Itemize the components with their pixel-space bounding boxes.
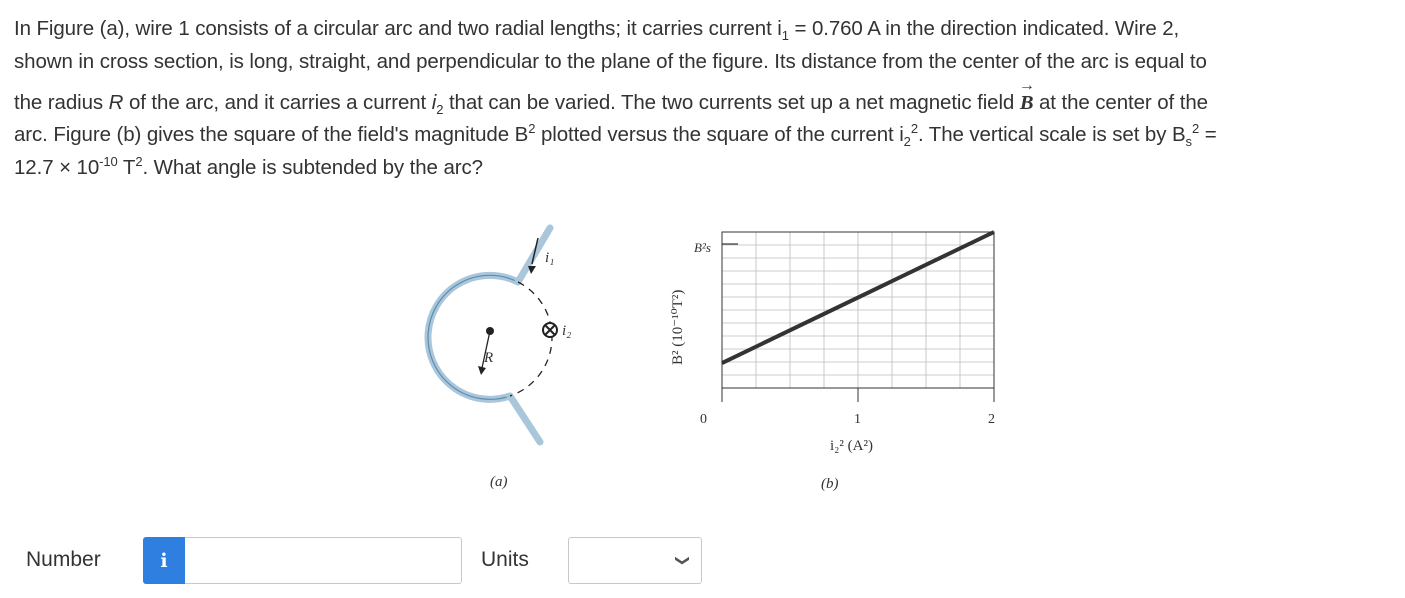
text: at the center of the [1033,91,1208,114]
text: . The vertical scale is set by B [917,123,1186,146]
text: T [117,156,136,179]
problem-line [14,12,1394,45]
figure-a [428,228,571,490]
label-i1: i₁ [545,250,555,266]
text: = 0.760 A in the direction indicated. Wire 2, [788,17,1180,40]
problem-figure [400,210,1020,505]
text: arc. Figure (b) gives the square of the field's magnitude B [14,123,529,146]
text: . What angle is subtended by the arc? [142,156,483,179]
x-tick-2: 2 [988,412,995,427]
text: = [1199,123,1217,146]
number-label: Number [26,548,101,571]
subscript: s [1185,134,1192,150]
wire-arc [428,275,518,399]
figure-b [670,232,995,492]
info-icon[interactable]: i [143,537,185,584]
units-dropdown[interactable] [568,537,702,584]
vector-arrow-icon: → [1018,77,1035,94]
vector-b [1018,77,1035,120]
bs-label: B²s [694,240,711,255]
x-tick-1: 1 [854,412,861,427]
problem-line [14,77,1394,120]
wire-radial-bottom [510,396,540,442]
superscript: 2 [135,154,143,170]
subscript: 1 [781,28,789,44]
text: the radius [14,91,109,114]
x-tick-0: 0 [700,412,707,427]
number-input[interactable] [185,537,462,584]
dashed-arc [510,282,552,396]
superscript: -10 [99,154,118,170]
superscript: 2 [528,121,536,137]
problem-statement [14,12,1394,184]
figure-svg [400,210,1020,500]
text: In Figure (a), wire 1 consists of a circular arc and two radial lengths; it carries current i [14,17,782,40]
text: B [1019,92,1034,114]
subscript: 2 [436,102,444,118]
label-i2: i₂ [562,323,572,339]
text: 12.7 × 10 [14,156,100,179]
x-axis-label: i₂² (A²) [830,438,873,454]
chevron-down-icon: ❯ [675,554,692,567]
current-symbol: i [431,91,437,114]
caption-b: (b) [821,476,839,492]
superscript: 2 [1191,121,1200,137]
text: that can be varied. The two currents set up a net magnetic field [443,91,1020,114]
chart-grid [722,232,994,402]
superscript: 2 [910,121,918,137]
text: plotted versus the square of the current i [535,123,904,146]
problem-line [14,118,1394,151]
problem-line [14,45,1394,78]
arrow-head-icon [528,266,536,274]
radius-arrow-icon [478,366,486,375]
subscript: 2 [903,134,911,150]
units-label: Units [481,548,529,571]
answer-row [0,536,1405,586]
text: of the arc, and it carries a current [123,91,432,114]
caption-a: (a) [490,474,508,490]
problem-line [14,151,1394,184]
label-R: R [484,350,494,366]
text: shown in cross section, is long, straight, and perpendicular to the plane of the figure. Its distance from the center of the arc is equal to [14,50,1207,73]
y-axis-label: B² (10⁻¹⁰T²) [670,289,686,365]
radius-symbol: R [108,91,124,114]
